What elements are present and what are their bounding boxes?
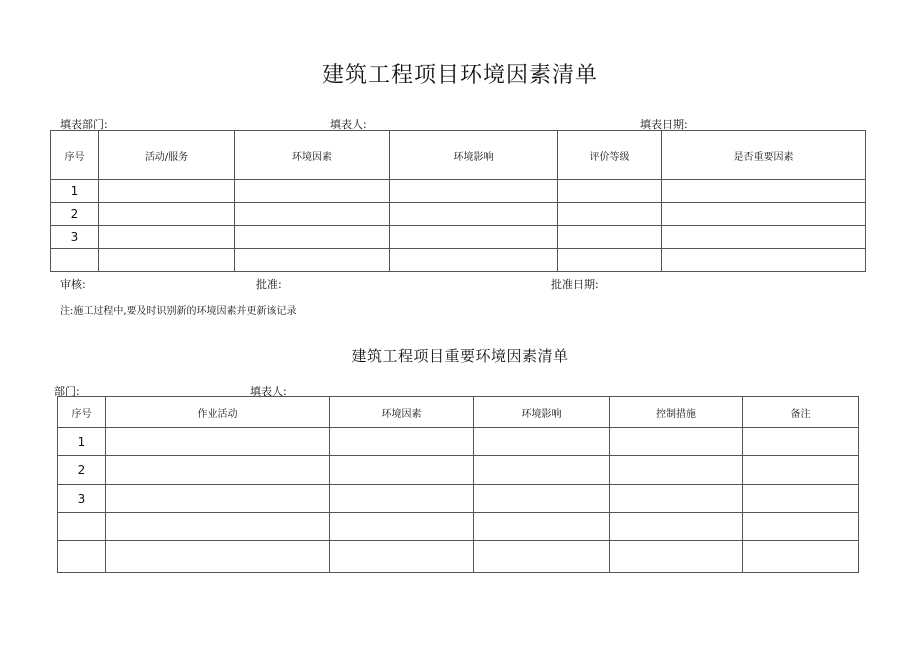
table-cell[interactable] — [235, 203, 390, 226]
table-cell[interactable] — [99, 203, 235, 226]
header-cell: 序号 — [51, 131, 99, 180]
header-cell: 序号 — [58, 397, 106, 428]
header-cell: 环境因素 — [235, 131, 390, 180]
table-cell[interactable] — [390, 226, 558, 249]
row-number: 1 — [51, 180, 99, 203]
table-cell[interactable] — [330, 485, 474, 513]
table-row — [51, 226, 866, 249]
header-cell: 评价等级 — [558, 131, 662, 180]
header-cell: 备注 — [743, 397, 859, 428]
table-cell[interactable] — [743, 428, 859, 456]
table-cell[interactable] — [558, 226, 662, 249]
table-cell[interactable] — [662, 226, 866, 249]
table-cell[interactable] — [235, 180, 390, 203]
table-cell[interactable] — [106, 541, 330, 573]
header-cell: 是否重要因素 — [662, 131, 866, 180]
table-cell[interactable] — [743, 541, 859, 573]
table-cell[interactable] — [610, 541, 743, 573]
table-row — [58, 428, 859, 456]
review-label: 审核: — [60, 278, 86, 291]
header-cell: 环境因素 — [330, 397, 474, 428]
filler-label: 填表人: — [330, 118, 367, 131]
dept-label: 部门: — [54, 385, 80, 398]
table-cell[interactable] — [330, 428, 474, 456]
table-cell[interactable] — [390, 249, 558, 272]
table-cell[interactable] — [330, 513, 474, 541]
table-cell[interactable] — [610, 428, 743, 456]
table-cell[interactable] — [610, 485, 743, 513]
header-cell: 环境影响 — [390, 131, 558, 180]
table-row — [58, 456, 859, 485]
note-text: 注:施工过程中,要及时识别新的环境因素并更新该记录 — [60, 306, 297, 317]
table-cell[interactable] — [743, 513, 859, 541]
table-cell[interactable] — [99, 249, 235, 272]
header-cell: 活动/服务 — [99, 131, 235, 180]
table-cell[interactable] — [743, 485, 859, 513]
table-row — [51, 180, 866, 203]
row-number: 2 — [51, 203, 99, 226]
row-number: 2 — [58, 456, 106, 485]
table-header-row — [51, 131, 866, 180]
table-cell[interactable] — [662, 249, 866, 272]
table-cell[interactable] — [106, 485, 330, 513]
row-number: 3 — [51, 226, 99, 249]
table-cell[interactable] — [474, 485, 610, 513]
table-cell[interactable] — [558, 203, 662, 226]
table-row — [58, 541, 859, 573]
table-cell[interactable] — [106, 428, 330, 456]
approve-date-label: 批准日期: — [551, 278, 599, 291]
row-number — [51, 249, 99, 272]
table-cell[interactable] — [390, 180, 558, 203]
table-cell[interactable] — [474, 428, 610, 456]
row-number — [58, 541, 106, 573]
table-row — [58, 513, 859, 541]
row-number — [58, 513, 106, 541]
table-cell[interactable] — [99, 180, 235, 203]
subtitle: 建筑工程项目重要环境因素清单 — [351, 347, 569, 365]
table-cell[interactable] — [390, 203, 558, 226]
table-cell[interactable] — [474, 456, 610, 485]
table-cell[interactable] — [474, 541, 610, 573]
table-cell[interactable] — [662, 203, 866, 226]
fill-dept-label: 填表部门: — [60, 118, 108, 131]
table-cell[interactable] — [558, 180, 662, 203]
table-cell[interactable] — [235, 226, 390, 249]
header-cell: 控制措施 — [610, 397, 743, 428]
fill-date-label: 填表日期: — [640, 118, 688, 131]
table-cell[interactable] — [662, 180, 866, 203]
table-cell[interactable] — [106, 456, 330, 485]
table-cell[interactable] — [99, 226, 235, 249]
table-header-row — [58, 397, 859, 428]
table-cell[interactable] — [610, 456, 743, 485]
table-row — [51, 249, 866, 272]
row-number: 3 — [58, 485, 106, 513]
filler-label-2: 填表人: — [250, 385, 287, 398]
header-cell: 环境影响 — [474, 397, 610, 428]
table-cell[interactable] — [330, 541, 474, 573]
page-title: 建筑工程项目环境因素清单 — [321, 63, 598, 88]
table-cell[interactable] — [558, 249, 662, 272]
important-factors-table — [57, 396, 859, 573]
table-cell[interactable] — [610, 513, 743, 541]
table-cell[interactable] — [474, 513, 610, 541]
table-cell[interactable] — [106, 513, 330, 541]
table-cell[interactable] — [235, 249, 390, 272]
row-number: 1 — [58, 428, 106, 456]
environmental-factors-table — [50, 130, 866, 272]
approve-label: 批准: — [256, 278, 282, 291]
table-row — [51, 203, 866, 226]
header-cell: 作业活动 — [106, 397, 330, 428]
table-row — [58, 485, 859, 513]
table-cell[interactable] — [330, 456, 474, 485]
table-cell[interactable] — [743, 456, 859, 485]
